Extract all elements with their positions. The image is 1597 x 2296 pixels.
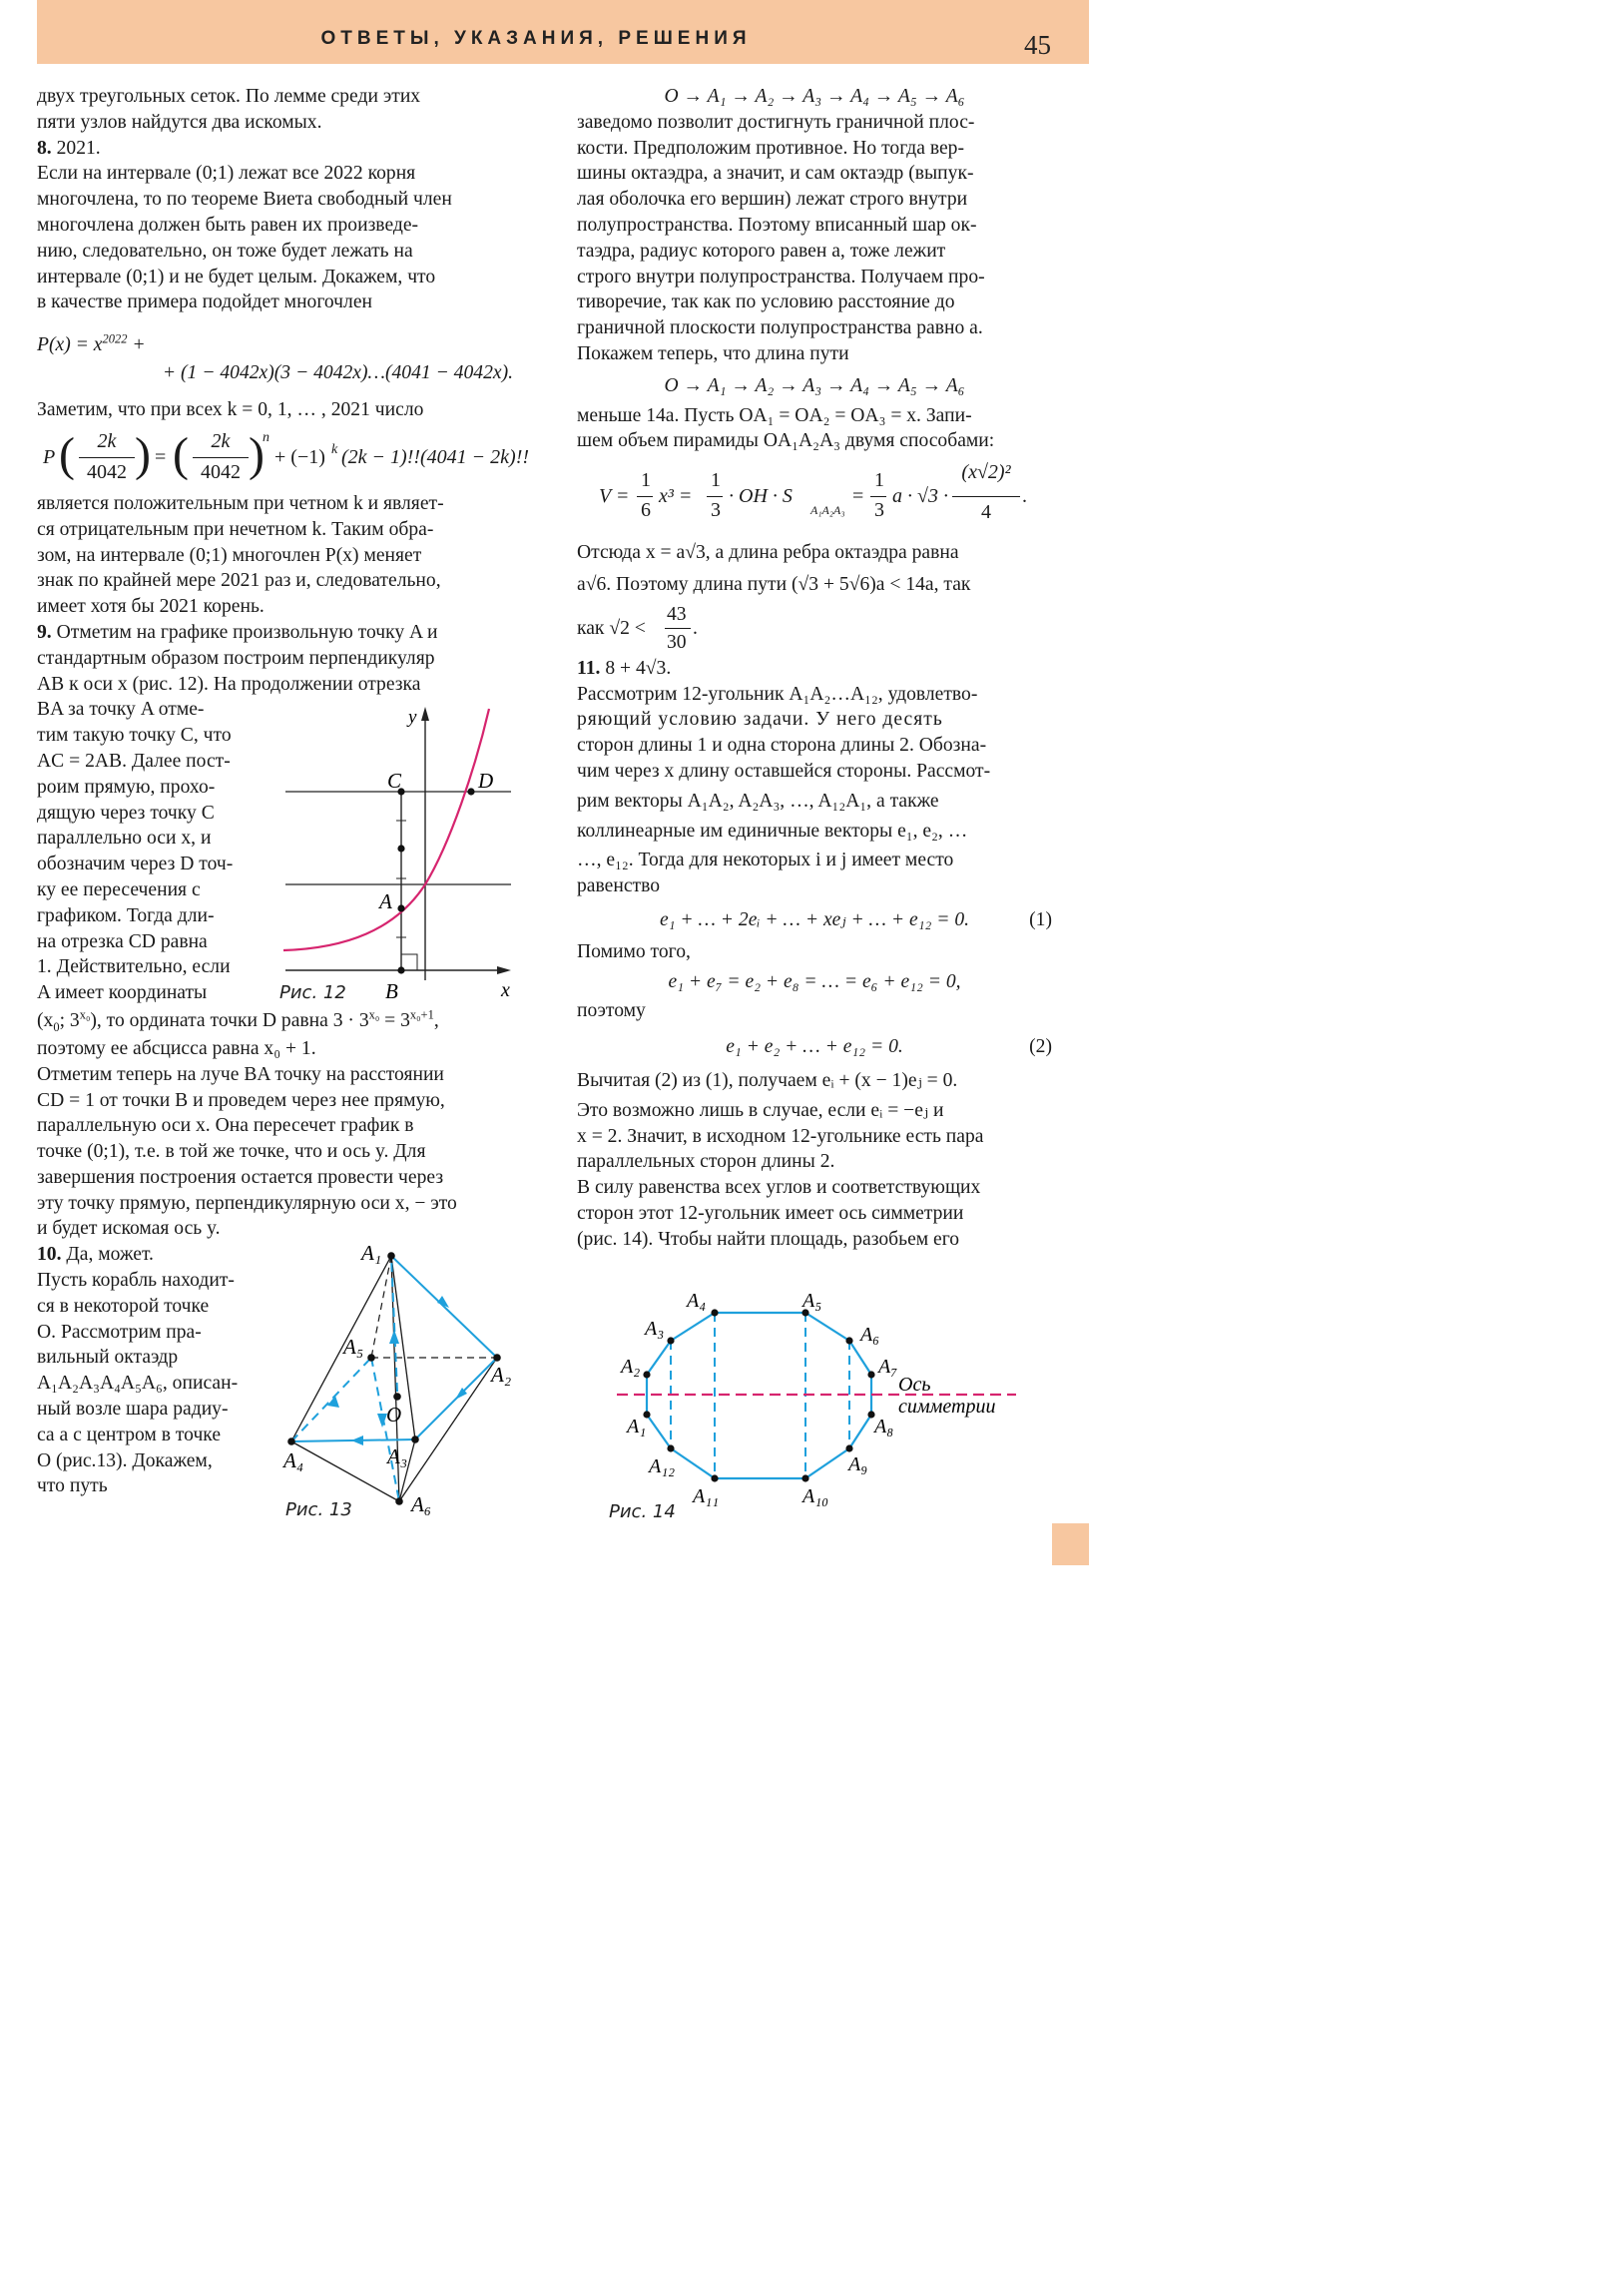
label-a12: A₁₂ — [649, 1455, 676, 1477]
vertex-a6 — [845, 1337, 852, 1344]
label-a8: A₈ — [874, 1416, 894, 1437]
formula-volume: V = 1 6 x³ = 1 3 · OH · S A₁A₂A₃ = 1 3 a · √3 · (x√2)² 4 . — [599, 461, 1027, 524]
vertex-a3 — [411, 1435, 419, 1443]
point-mid — [397, 845, 404, 852]
vertex-a6 — [395, 1497, 403, 1505]
text-line: ($x_0$; $3^{x_0}$), то ордината точки D равна $3 \cdot 3^{x_0} = 3^{x_0+1}$, — [37, 1007, 439, 1034]
label-a4: A₄ — [687, 1290, 707, 1312]
caption-fig13: Рис. 13 — [285, 1499, 352, 1520]
label-a1: A₁ — [361, 1242, 382, 1265]
label-a3: A₃ — [645, 1318, 665, 1340]
label-o: O — [386, 1403, 402, 1427]
path-formula: O → A₁ → A₂ → A₃ → A₄ → A₅ → A₆ — [664, 374, 965, 396]
label-a11: A₁₁ — [693, 1485, 720, 1507]
label-a1: A₁ — [627, 1416, 647, 1437]
wrapped-text-fig12: BA за точку A отме- тим такую точку C, что AC = 2AB. Далее пост- роим прямую, прохо- дящую через точку C параллельно оси x, и обозначим через D точ- ку ее пересечения с графиком. Тогда дли- на отрезка CD равна 1. Действительно, если A имеет координаты — [37, 699, 234, 1004]
text-line: шины октаэдра, а значит, и сам октаэдр (выпук- — [577, 163, 974, 185]
text-line: интервале (0;1) и не будет целым. Докажем, что — [37, 266, 436, 287]
text-line: Заметим, что при всех k = 0, 1, … , 2021 число — [37, 399, 424, 421]
text-line: заведомо позволит достигнуть граничной плос- — [577, 111, 975, 133]
label-a10: A₁₀ — [802, 1485, 829, 1507]
text-line: нию, следовательно, он тоже будет лежать на — [37, 240, 413, 262]
text-line: стандартным образом построим перпендикуляр — [37, 647, 435, 669]
text-line: поэтому ее абсцисса равна x₀ + 1. — [37, 1037, 316, 1059]
text-line: Вычитая (2) из (1), получаем eᵢ + (x − 1)eⱼ = 0. — [577, 1069, 958, 1091]
vertex-a10 — [801, 1474, 808, 1481]
text-line: поэтому — [577, 1000, 646, 1022]
label-x: x — [501, 979, 510, 1001]
axis-label-2: симметрии — [898, 1396, 996, 1418]
text-line: меньше 14a. Пусть OA₁ = OA₂ = OA₃ = x. Запи- — [577, 404, 972, 426]
text-line: двух треугольных сеток. По лемме среди этих — [37, 86, 421, 107]
vertex-a4 — [711, 1309, 718, 1316]
text-line: и будет искомая ось y. — [37, 1218, 221, 1240]
corner-tab — [1052, 1523, 1089, 1565]
label-a6: A₆ — [860, 1324, 880, 1346]
text-line: точке (0;1), т.е. в той же точке, что и ось y. Для — [37, 1141, 426, 1163]
text-line: Отсюда x = a√3, а длина ребра октаэдра равна — [577, 542, 959, 564]
text-line: тиворечие, так как по условию расстояние до — [577, 291, 955, 313]
text-line: x = 2. Значит, в исходном 12-угольнике есть пара — [577, 1125, 984, 1147]
label-a3: A₃ — [387, 1444, 408, 1468]
label-a: A — [379, 889, 392, 913]
right-column — [577, 84, 1052, 1252]
vertex-a1 — [387, 1252, 395, 1260]
figure-13 — [279, 1242, 529, 1521]
text-line: параллельную оси x. Она пересечет график в — [37, 1115, 414, 1137]
text-line: чим через x длину оставшейся стороны. Рассмот- — [577, 760, 991, 782]
text-line: является положительным при четном k и являет- — [37, 492, 444, 514]
center-o — [393, 1393, 401, 1401]
text-line: лая оболочка его вершин) лежат строго внутри — [577, 189, 968, 211]
label-a2: A₂ — [621, 1356, 641, 1378]
text-line: В силу равенства всех углов и соответствующих — [577, 1177, 981, 1199]
label-a2: A₂ — [491, 1363, 512, 1387]
text-line: ся отрицательным при нечетном k. Таким обра- — [37, 518, 434, 540]
text-line: CD = 1 от точки B и проведем через нее прямую, — [37, 1089, 445, 1111]
label-a5: A₅ — [802, 1290, 822, 1312]
vertex-a2 — [643, 1371, 650, 1378]
text-line: a√6. Поэтому длина пути (√3 + 5√6)a < 14a, так — [577, 573, 971, 595]
text-line: пяти узлов найдутся два искомых. — [37, 111, 322, 133]
text-line: AB к оси x (рис. 12). На продолжении отрезка — [37, 673, 421, 695]
text-line: граничной плоскости полупространства равно a. — [577, 317, 983, 339]
text-line: равенство — [577, 875, 660, 897]
text-line: (рис. 14). Чтобы найти площадь, разобьем его — [577, 1228, 960, 1250]
arrow-icon — [389, 1330, 399, 1344]
text-line: зом, на интервале (0;1) многочлен P(x) меняет — [37, 544, 422, 566]
text-line: коллинеарные им единичные векторы e₁, e₂, … — [577, 820, 968, 842]
label-a5: A₅ — [343, 1335, 364, 1359]
vertex-a3 — [667, 1337, 674, 1344]
problem-8-answer: 8. 2021. — [37, 137, 101, 159]
text-line: знак по крайней мере 2021 раз и, следовательно, — [37, 570, 441, 592]
point-a — [397, 904, 404, 911]
point-b — [397, 966, 404, 973]
vertex-a4 — [287, 1437, 295, 1445]
text-line: Отметим теперь на луче BA точку на расстоянии — [37, 1063, 444, 1085]
text-line: Если на интервале (0;1) лежат все 2022 корня — [37, 163, 416, 185]
text-line: параллельных сторон длины 2. — [577, 1151, 835, 1173]
text-line: строго внутри полупространства. Получаем про- — [577, 266, 985, 287]
formula-polynomial: $P(x) = x^{2022}$ + + (1 − 4042x)(3 − 4042x)…(4041 − 4042x). — [37, 331, 513, 384]
text-line: таэдра, радиус которого равен a, тоже лежит — [577, 240, 946, 262]
vertex-a2 — [493, 1354, 501, 1362]
label-d: D — [478, 769, 494, 793]
label-a9: A₉ — [848, 1453, 868, 1475]
problem-10-answer: 10. Да, может. — [37, 1244, 154, 1266]
path-formula: O → A₁ → A₂ → A₃ → A₄ → A₅ → A₆ — [664, 86, 965, 107]
problem-11-answer: 11. 8 + 4√3. — [577, 657, 672, 679]
caption-fig12: Рис. 12 — [279, 982, 346, 1003]
formula-sqrt2: как √2 < 43 30 . — [577, 603, 698, 653]
text-line: многочлена должен быть равен их произведе- — [37, 214, 419, 236]
label-a6: A₆ — [411, 1492, 432, 1516]
text-line: Помимо того, — [577, 940, 691, 962]
figure-12 — [275, 699, 515, 1008]
text-line: полупространства. Поэтому вписанный шар ок- — [577, 214, 977, 236]
axis-label-1: Ось — [898, 1374, 931, 1396]
header-title: ОТВЕТЫ, УКАЗАНИЯ, РЕШЕНИЯ — [320, 28, 752, 49]
text-line: Покажем теперь, что длина пути — [577, 342, 849, 364]
label-a4: A₄ — [283, 1448, 304, 1472]
vertex-a5 — [367, 1354, 375, 1362]
wrapped-text-fig13: Пусть корабль находит- ся в некоторой точке O. Рассмотрим пра- вильный октаэдр A₁A₂A₃A₄A₅A₆, описан- ный возле шара радиу- са a с центром в точке O (рис.13). Докажем, что путь — [37, 1270, 239, 1497]
vertex-a7 — [867, 1371, 874, 1378]
text-line: многочлена, то по теореме Виета свободный член — [37, 189, 452, 211]
problem-9-start: 9. Отметим на графике произвольную точку A и — [37, 621, 438, 643]
label-c: C — [387, 769, 402, 793]
text-line: ряющий условию задачи. У него десять — [577, 709, 943, 731]
text-line: шем объем пирамиды OA₁A₂A₃ двумя способами: — [577, 430, 995, 452]
x-axis-arrow-icon — [497, 966, 511, 974]
text-line: сторон этот 12-угольник имеет ось симметрии — [577, 1202, 964, 1224]
equation-2: e₁ + e₂ + … + e₁₂ = 0. (2) — [726, 1036, 1052, 1058]
text-line: имеет хотя бы 2021 корень. — [37, 596, 265, 618]
running-header — [37, 0, 1089, 64]
exponential-curve — [283, 709, 489, 950]
text-line: завершения построения остается провести через — [37, 1166, 444, 1188]
label-a7: A₇ — [878, 1356, 898, 1378]
page-number: 45 — [1024, 30, 1051, 60]
point-d — [467, 788, 474, 795]
text-line: Это возможно лишь в случае, если eᵢ = −eⱼ и — [577, 1099, 944, 1121]
text-line: Рассмотрим 12-угольник A₁A₂…A₁₂, удовлетво- — [577, 683, 978, 705]
arrow-icon — [351, 1435, 363, 1445]
text-line: …, e₁₂. Тогда для некоторых i и j имеет место — [577, 850, 954, 871]
label-y: y — [408, 707, 417, 728]
text-line: эту точку прямую, перпендикулярную оси x, − это — [37, 1192, 457, 1214]
text-line: кости. Предположим противное. Но тогда вер- — [577, 137, 964, 159]
text-line: в качестве примера подойдет многочлен — [37, 291, 373, 313]
equation-1: e₁ + … + 2eᵢ + … + xeⱼ + … + e₁₂ = 0. (1) — [659, 908, 1052, 930]
y-axis-arrow-icon — [421, 707, 429, 721]
label-b: B — [385, 979, 398, 1003]
formula-sign: P ( 2k 4042 ) = ( 2k 4042 ) n + (−1) k (2k − 1)!!(4041 − 2k)!! — [43, 427, 530, 483]
text-line: рим векторы A₁A₂, A₂A₃, …, A₁₂A₁, а также — [577, 790, 939, 812]
equation-pairs: e₁ + e₇ = e₂ + e₈ = … = e₆ + e₁₂ = 0, — [668, 970, 961, 992]
vertex-a12 — [667, 1444, 674, 1451]
vertex-a11 — [711, 1474, 718, 1481]
text-line: сторон длины 1 и одна сторона длины 2. Обозна- — [577, 735, 987, 757]
figure-14 — [599, 1283, 1028, 1522]
vertex-a9 — [845, 1444, 852, 1451]
caption-fig14: Рис. 14 — [609, 1501, 676, 1522]
